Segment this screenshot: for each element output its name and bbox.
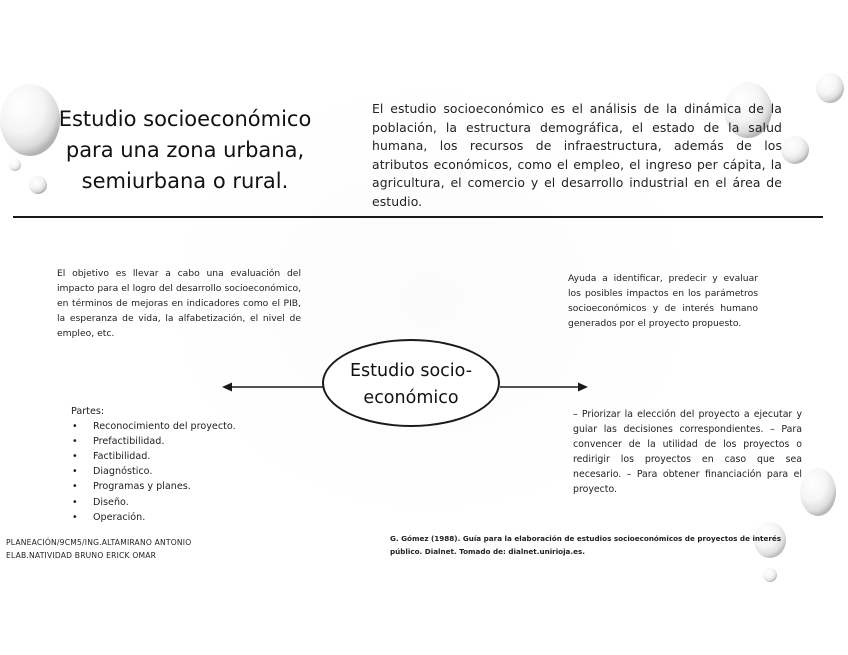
purposes-text: – Priorizar la elección del proyecto a ejecutar y guiar las decisiones correspondientes. – Para convencer de la utilidad de los proyectos o redirigir los proyectos en caso que sea necesario. – Para obtener financiación para el proyecto. <box>573 409 802 495</box>
part-label: Factibilidad. <box>93 451 151 463</box>
parts-heading: Partes: <box>71 406 105 417</box>
central-concept-line: Estudio socio- <box>349 361 473 381</box>
list-item <box>71 479 271 494</box>
bullet-icon: • <box>72 421 78 433</box>
list-item <box>71 434 271 449</box>
central-concept-line: económico <box>363 388 459 408</box>
horizontal-divider <box>13 216 823 218</box>
droplet <box>781 136 809 164</box>
droplet <box>763 568 777 582</box>
credit-line: ELAB.NATIVIDAD BRUNO ERICK OMAR <box>6 551 157 560</box>
bullet-icon: • <box>72 511 78 523</box>
list-item <box>71 495 271 510</box>
bullet-icon: • <box>72 481 78 493</box>
helps-text: Ayuda a identificar, predecir y evaluar los posibles impactos en los parámetros socioeconómicos y de interés humano generados por el proyecto propuesto. <box>568 273 758 329</box>
bullet-icon: • <box>72 496 78 508</box>
credit-line: PLANEACIÓN/9CM5/ING.ALTAMIRANO ANTONIO <box>6 538 192 547</box>
author-credit <box>6 536 266 562</box>
list-item <box>71 419 271 434</box>
title-line: para una zona urbana, <box>65 138 305 162</box>
title-line: Estudio socioeconómico <box>58 107 312 131</box>
droplet <box>816 73 844 103</box>
left-arrow-icon <box>222 380 324 394</box>
part-label: Diseño. <box>93 496 129 508</box>
part-label: Programas y planes. <box>93 481 191 493</box>
part-label: Prefactibilidad. <box>93 436 165 448</box>
bullet-icon: • <box>72 451 78 463</box>
reference-line: G. Gómez (1988). Guía para la elaboración de estudios socioeconómicos de proyectos de interés <box>390 534 782 543</box>
bullet-icon: • <box>72 466 78 478</box>
part-label: Reconocimiento del proyecto. <box>93 421 236 433</box>
parts-list <box>71 404 271 525</box>
central-concept-ellipse <box>322 339 500 427</box>
droplet <box>800 468 836 516</box>
bullet-icon: • <box>72 436 78 448</box>
list-item <box>71 449 271 464</box>
slide-title <box>40 104 330 197</box>
reference-line: público. Dialnet. Tomado de: dialnet.unirioja.es. <box>390 547 586 556</box>
part-label: Operación. <box>93 511 146 523</box>
intro-paragraph: El estudio socioeconómico es el análisis de la dinámica de la población, la estructura demográfica, el estado de la salud humana, los recursos de infraestructura, además de los atributos económicos, como el empleo, el ingreso per cápita, la agricultura, el comercio y el desarrollo industrial en el área de estudio. <box>372 101 782 209</box>
list-item <box>71 510 271 525</box>
list-item <box>71 464 271 479</box>
bibliographic-reference <box>390 532 790 558</box>
droplet <box>9 159 21 171</box>
part-label: Diagnóstico. <box>93 466 153 478</box>
right-arrow-icon <box>500 380 588 394</box>
objective-text: El objetivo es llevar a cabo una evaluación del impacto para el logro del desarrollo socioeconómico, en términos de mejoras en indicadores como el PIB, la esperanza de vida, la alfabetización, el nivel de empleo, etc. <box>57 268 301 339</box>
title-line: semiurbana o rural. <box>81 169 289 193</box>
